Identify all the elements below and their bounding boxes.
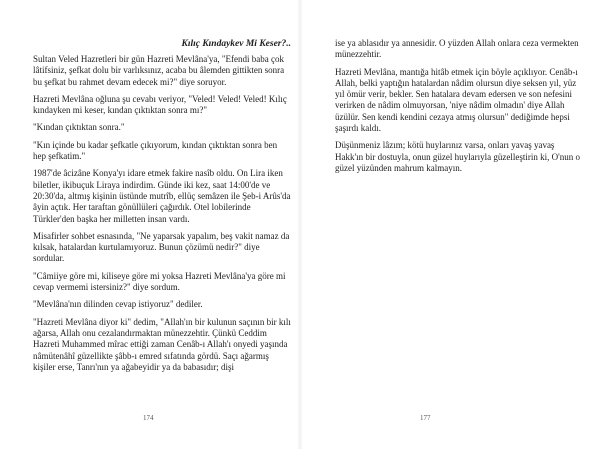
left-page-number: 174 [143,414,154,422]
left-paragraph: "Mevlâna'nın dilinden cevap istiyoruz" dediler. [33,299,203,310]
left-paragraph: Hazreti Mevlâna oğluna şu cevabı veriyor, "Veled! Veled! Veled! Kılıç kındayken mi keser, kından çıktıktan sonra mı?" [33,93,287,116]
left-paragraph: "Kın içinde bu kadar şefkatle çıkıyorum, kından çıktıktan sonra ben hep şefkatim." [33,139,278,162]
left-paragraph: Misafirler sohbet esnasında, "Ne yaparsak yapalım, beş vakit namaz da kılsak, hatalardan kurtulamıyoruz. Bunun çözümü nedir?" diye sordular. [33,230,290,264]
right-page-number: 177 [420,414,431,422]
left-paragraph: Sultan Veled Hazretleri bir gün Hazreti Mevlâna'ya, "Efendi baba çok lâtifsiniz, şefkat dolu bir varlıksınız, acaba bu âlemden gittikten sonra bu şefkat bu rahmet devam edecek mi?" diye soruyor. [33,54,285,87]
right-page [302,0,600,449]
right-paragraph: Hazreti Mevlâna, mantığa hitâb etmek için böyle açıklıyor. Cenâb-ı Allah, belki yaptığın hatalardan nâdim olursun diye seksen yıl, yüz yıl ömür verir, bekler. Sen hatalara devam edersen ve son nefesini verirken de nâdim olmuyorsan, 'niye nâdim olmadın' diye Allah üzülür. Sen kendi kendini cezaya atmış olursun" dediğimde hepsi şaşırdı kaldı. [335,66,578,134]
left-paragraph: "Kından çıktıktan sonra." [33,122,125,133]
right-text-column [335,38,580,180]
left-paragraph: "Hazreti Mevlâna diyor ki" dedim, "Allah'ın bir kulunun saçının bir kılı ağarsa, Allah onu cezalandırmaktan münezzehtir. Çünkü Ceddim Hazreti Muhammed mîrac ettiği zaman Cenâb-ı Allah'ı onyedi yaşında nâmütenâhî güzellikte şâbb-ı emred sıfatında gördü. Saçı ağarmış kişiler erse, Tanrı'nın ya ağabeyidir ya da babasıdır; dişi [33,316,291,372]
section-heading: Kılıç Kındaykev Mi Keser?.. [181,39,291,49]
right-paragraph: ise ya ablasıdır ya annesidir. O yüzden Allah onlara ceza vermekten münezzehtir. [335,38,579,60]
left-paragraph: "Câmiiye göre mi, kiliseye göre mi yoksa Hazreti Mevlâna'ya göre mi cevap vermemi istersiniz?" diye sordum. [33,270,286,293]
left-text-column [33,38,291,379]
right-paragraph: Düşünmeniz lâzım; kötü huylarınız varsa, onları yavaş yavaş Hakk'ın bir dostuyla, onun güzel huylarıyla güzelleştirin ki, O'nun o güzel yüzünden mahrum kalmayın. [335,140,580,173]
left-paragraph: 1987'de âcizâne Konya'yı idare etmek fakire nasîb oldu. On Lira iken biletler, ikibuçuk Liraya indirdim. Günde iki kez, saat 14:00'de ve 20:30'da, altmış kişinin üstünde mutrîb, ellüç semâzen ile Şeb-i Arûs'da âyin açtık. Her taraftan gönüllüleri çağırdık. Otel lobilerinde Türkler'den başka her milletten insan vardı. [33,168,291,224]
left-page [0,0,298,449]
